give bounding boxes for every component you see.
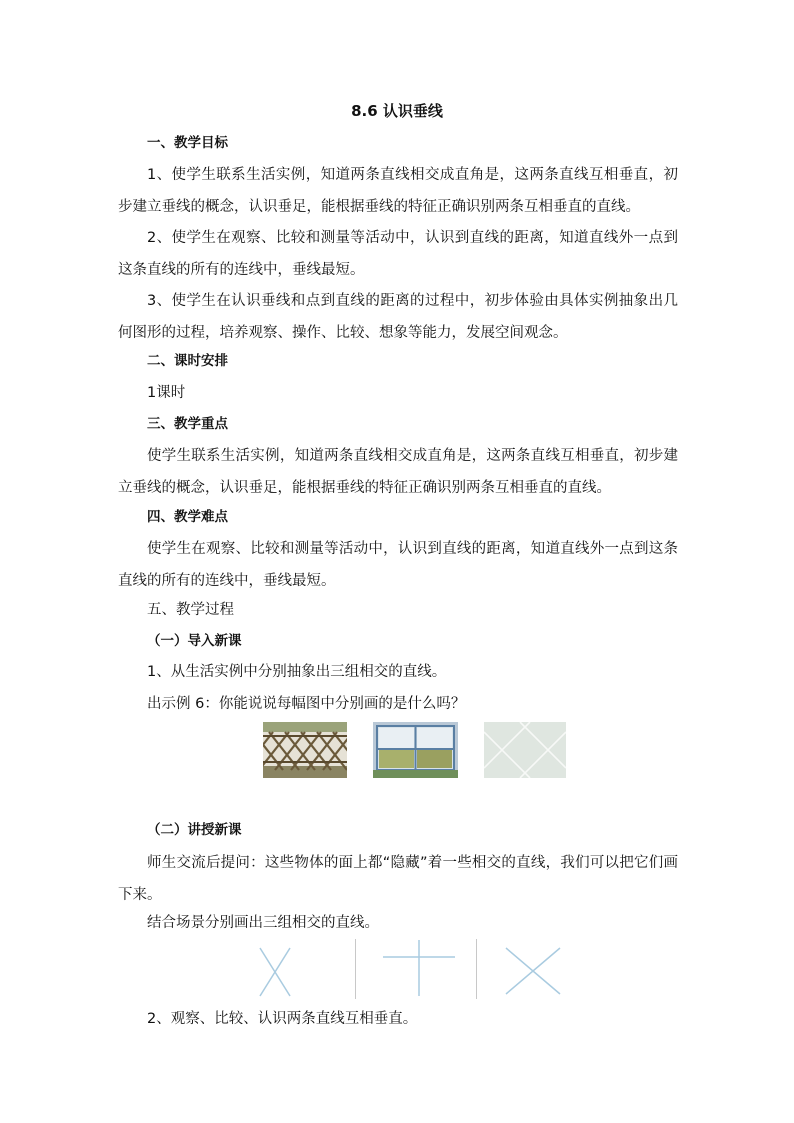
figure-divider-2 — [476, 939, 477, 999]
process-step-2: 2、观察、比较、认识两条直线互相垂直。 — [147, 1011, 418, 1027]
figure-divider-1 — [355, 939, 356, 999]
draw-instruction: 结合场景分别画出三组相交的直线。 — [147, 915, 379, 931]
window-image — [373, 722, 458, 778]
page-title: 8.6 认识垂线 — [351, 102, 443, 120]
section-heading-key-point: 三、教学重点 — [147, 416, 228, 432]
goal-paragraph-2: 2、使学生在观察、比较和测量等活动中，认识到直线的距离，知道直线外一点到这条直线的所有的连线中，垂线最短。 — [118, 230, 678, 278]
key-point-paragraph: 使学生联系生活实例，知道两条直线相交成直角是，这两条直线互相垂直，初步建立垂线的概念，认识垂足，能根据垂线的特征正确识别两条互相垂直的直线。 — [118, 448, 678, 496]
subsection-heading-intro: （一）导入新课 — [147, 633, 242, 649]
process-step-1: 1、从生活实例中分别抽象出三组相交的直线。 — [147, 664, 447, 680]
lesson-hours-text: 1课时 — [147, 385, 186, 401]
goal-paragraph-3: 3、使学生在认识垂线和点到直线的距离的过程中，初步体验由具体实例抽象出几何图形的过程，培养观察、操作、比较、想象等能力，发展空间观念。 — [118, 293, 678, 341]
goal-paragraph-1: 1、使学生联系生活实例，知道两条直线相交成直角是，这两条直线互相垂直，初步建立垂线的概念，认识垂足，能根据垂线的特征正确识别两条互相垂直的直线。 — [118, 167, 678, 215]
bamboo-fence-image — [263, 722, 347, 778]
example-question: 出示例 6：你能说说每幅图中分别画的是什么吗？ — [147, 696, 466, 712]
floor-tile-image — [484, 722, 566, 778]
section-heading-process: 五、教学过程 — [147, 602, 234, 618]
section-heading-difficulty: 四、教学难点 — [147, 509, 228, 525]
section-heading-schedule: 二、课时安排 — [147, 353, 228, 369]
difficulty-paragraph: 使学生在观察、比较和测量等活动中，认识到直线的距离，知道直线外一点到这条直线的所有的连线中，垂线最短。 — [118, 541, 678, 589]
intersecting-lines-figures — [250, 940, 570, 1002]
subsection-heading-new-lesson: （二）讲授新课 — [147, 822, 242, 838]
dialog-paragraph: 师生交流后提问：这些物体的面上都“隐藏”着一些相交的直线，我们可以把它们画下来。 — [118, 855, 678, 903]
section-heading-goals: 一、教学目标 — [147, 135, 228, 151]
